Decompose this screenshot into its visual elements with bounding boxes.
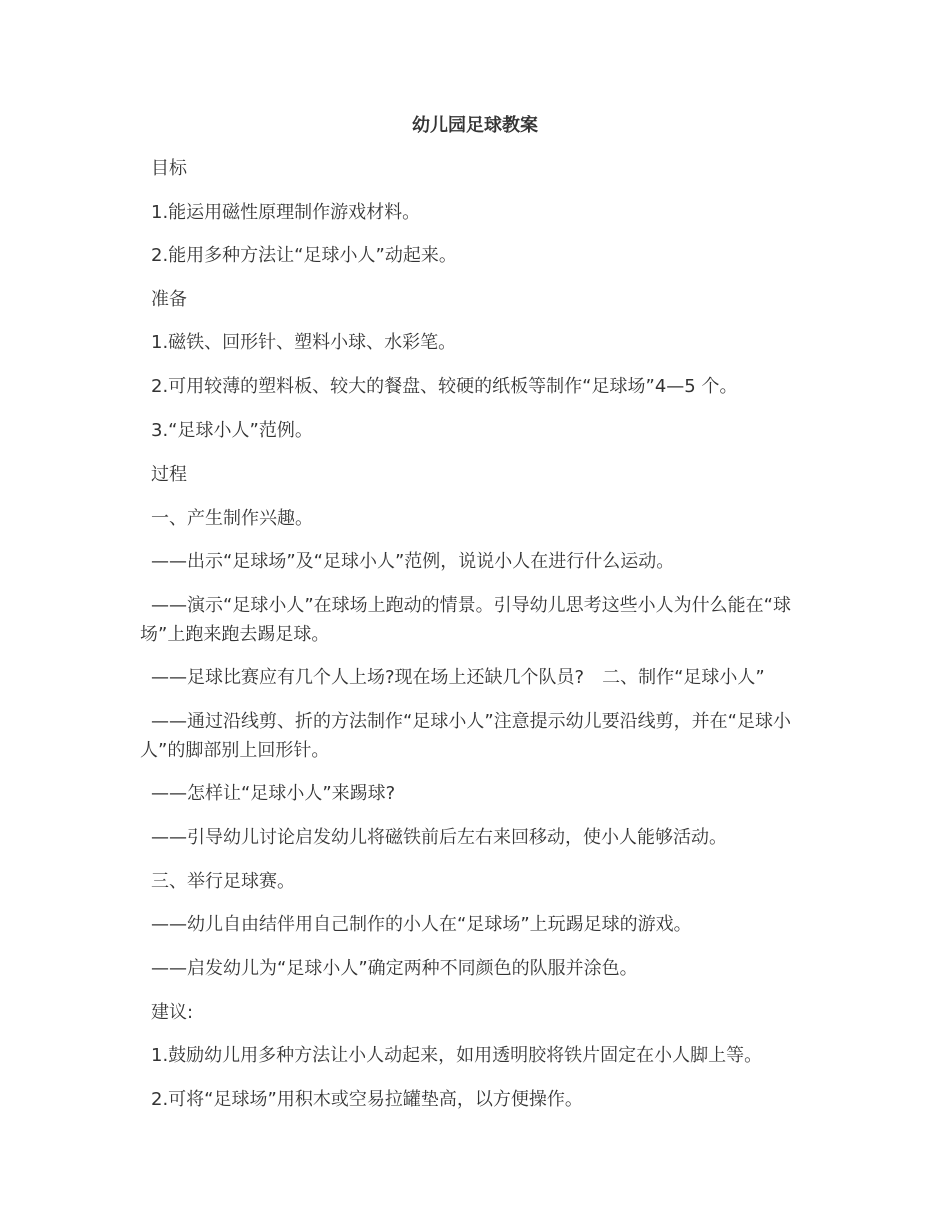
document-title: 幼儿园足球教案 [412,115,538,136]
goal-item-2: 2.能用多种方法让“足球小人”动起来。 [151,245,457,266]
process-paragraph: ——通过沿线剪、折的方法制作“足球小人”注意提示幼儿要沿线剪，并在“足球小人”的脚部别上回形针。 [140,711,791,761]
process-paragraph: ——出示“足球场”及“足球小人”范例，说说小人在进行什么运动。 [151,551,675,572]
process-paragraph: ——怎样让“足球小人”来踢球? [151,783,396,804]
suggestion-item-1: 1.鼓励幼儿用多种方法让小人动起来，如用透明胶将铁片固定在小人脚上等。 [151,1045,763,1066]
goal-item-1: 1.能运用磁性原理制作游戏材料。 [151,202,421,223]
suggestion-item-2: 2.可将“足球场”用积木或空易拉罐垫高，以方便操作。 [151,1089,583,1110]
heading-process: 过程 [151,464,187,485]
heading-suggestions: 建议: [151,1002,194,1023]
heading-goals: 目标 [151,158,187,179]
preparation-item-2: 2.可用较薄的塑料板、较大的餐盘、较硬的纸板等制作“足球场”4—5 个。 [151,376,738,397]
preparation-item-1: 1.磁铁、回形针、塑料小球、水彩笔。 [151,332,457,353]
preparation-item-3: 3.“足球小人”范例。 [151,420,313,441]
process-paragraph: ——足球比赛应有几个人上场?现在场上还缺几个队员? 二、制作“足球小人” [151,667,765,688]
heading-preparation: 准备 [151,289,187,310]
process-step-3: 三、举行足球赛。 [151,871,295,892]
process-paragraph: ——幼儿自由结伴用自己制作的小人在“足球场”上玩踢足球的游戏。 [151,914,692,935]
process-paragraph: ——演示“足球小人”在球场上跑动的情景。引导幼儿思考这些小人为什么能在“球场”上跑来跑去踢足球。 [140,595,791,645]
process-paragraph: ——启发幼儿为“足球小人”确定两种不同颜色的队服并涂色。 [151,958,638,979]
process-paragraph: ——引导幼儿讨论启发幼儿将磁铁前后左右来回移动，使小人能够活动。 [151,827,727,848]
process-step-1: 一、产生制作兴趣。 [151,508,313,529]
